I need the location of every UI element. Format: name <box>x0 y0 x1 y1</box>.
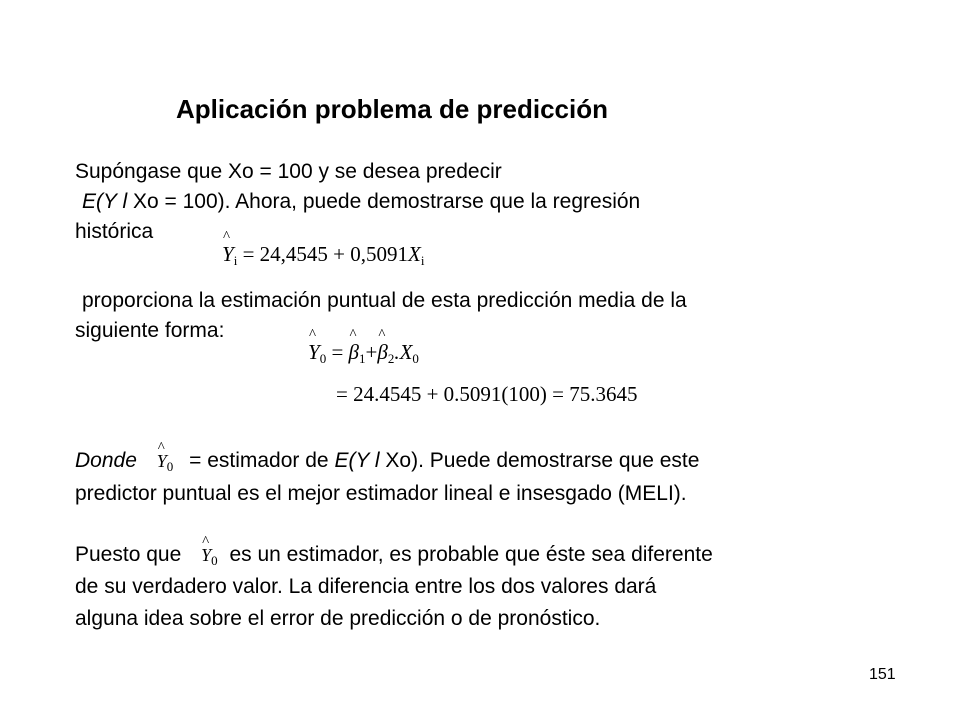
regression-equation <box>222 242 424 269</box>
paragraph-1-line-2-rest: Xo = 100). Ahora, puede demostrarse que la regresión <box>132 190 641 213</box>
x0-sub: 0 <box>412 351 419 366</box>
paragraph-2-line-1: proporciona la estimación puntual de esta predicción media de la <box>82 289 687 312</box>
regression-rhs: = 24,4545 + 0,5091 <box>242 242 408 266</box>
sub-0: 0 <box>319 351 327 366</box>
y-hat-i: ^ Y <box>222 242 234 267</box>
prediction-equation <box>308 340 419 367</box>
paragraph-2-line-2: siguiente forma: <box>75 319 225 342</box>
expectation-italic-2: E(Y l <box>334 449 380 472</box>
sub-2: 2 <box>387 351 395 366</box>
paragraph-4-line-1-rest: es un estimador, es probable que éste sea diferente <box>229 543 713 566</box>
paragraph-4-line-1 <box>75 541 713 575</box>
y0-hat-inline: ^ $Y_0$ <box>157 451 174 471</box>
paragraph-3-line-1 <box>75 447 699 481</box>
sub-i: i <box>233 253 238 268</box>
x-term: .X <box>394 340 413 364</box>
equals-sign: = <box>331 340 344 364</box>
paragraph-1-line-3: histórica <box>75 220 154 243</box>
paragraph-1-line-1: Supóngase que Xo = 100 y se desea predecir <box>75 160 502 183</box>
paragraph-3-line-1-rest: Xo). Puede demostrarse que este <box>385 449 700 472</box>
x-sub: i <box>420 253 425 268</box>
paragraph-1-line-2 <box>82 188 640 216</box>
x-var: X <box>408 242 421 266</box>
paragraph-4-line-3: alguna idea sobre el error de predicción o de pronóstico. <box>75 607 601 630</box>
paragraph-4-line-2: de su verdadero valor. La diferencia entre los dos valores dará <box>75 575 657 598</box>
beta-hat-2: ^ β <box>377 340 387 365</box>
slide-title: Aplicación problema de predicción <box>176 94 608 124</box>
y-hat-0: ^ Y <box>308 340 320 365</box>
plus-sign: + <box>365 340 378 364</box>
sub-1: 1 <box>359 351 366 366</box>
donde-label: Donde <box>75 449 137 472</box>
puesto-que-label: Puesto que <box>75 543 182 566</box>
beta-hat-1: ^ β <box>349 340 359 365</box>
y0-hat-inline-2: ^ $Y_0$ <box>201 545 218 565</box>
expectation-italic: E(Y l <box>82 190 128 213</box>
paragraph-3-line-2: predictor puntual es el mejor estimador lineal e insesgado (MELI). <box>75 482 687 505</box>
page-number: 151 <box>869 666 896 683</box>
prediction-equation-line-2: = 24.4545 + 0.5091(100) = 75.3645 <box>336 382 638 406</box>
estimator-text: = estimador de <box>189 449 329 472</box>
